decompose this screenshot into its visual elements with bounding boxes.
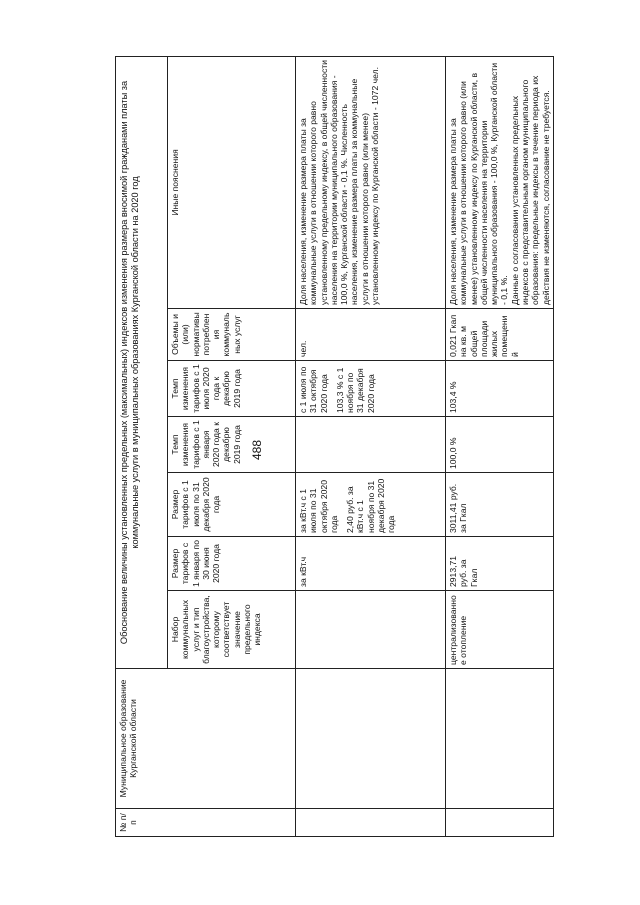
page-number: 488 bbox=[250, 439, 264, 461]
row1-rate2-b: 103,3 % с 1 ноября по 31 декабря 2020 года bbox=[334, 367, 376, 413]
header-service-set: Набор коммунальных услуг и тип благоустройства, которому соответствует значение предельного индекса bbox=[168, 591, 296, 669]
row1-municipality bbox=[296, 669, 446, 809]
row2-number bbox=[446, 809, 554, 837]
row2-tariff2: 3011,41 руб. за Гкал bbox=[446, 473, 554, 537]
header-volumes: Объемы и (или) нормативы потребления коммунальных услуг bbox=[168, 309, 296, 361]
row1-tariff2-b: 2,40 руб. за кВт.ч с 1 ноября по 31 декабря 2020 года bbox=[345, 478, 397, 533]
row1-rate2-a: с 1 июля по 31 октября 2020 года bbox=[298, 366, 329, 413]
tariff-justification-table bbox=[115, 56, 554, 837]
header-tariff-jul-dec: Размер тарифов с 1 июля по 31 декабря 2020 года bbox=[168, 473, 296, 537]
row1-rate1 bbox=[296, 417, 446, 473]
row1-service bbox=[296, 591, 446, 669]
table-row bbox=[446, 56, 554, 836]
row2-tariff1: 2913,71 руб. за Гкал bbox=[446, 537, 554, 591]
row2-notes-a: Доля населения, изменение размера платы за коммунальные услуги в отношении которого равно (или менее) установленному индексу по Курганской области, в общей численности населения на территории муниципального образования - 100,0 %, Курганской области - 0,1 %. bbox=[448, 62, 510, 305]
row2-rate2: 103,4 % bbox=[446, 361, 554, 417]
table-row bbox=[296, 56, 446, 836]
row2-service: централизованное отопление bbox=[446, 591, 554, 669]
row1-tariff1: за кВт.ч bbox=[296, 537, 446, 591]
row2-municipality bbox=[446, 669, 554, 809]
rotated-table-container bbox=[115, 57, 551, 837]
header-rate-jan: Темп изменения тарифов с 1 января 2020 года к декабрю 2019 года bbox=[168, 417, 296, 473]
row1-tariff2-a: за кВт.ч с 1 июля по 31 октября 2020 года bbox=[298, 480, 339, 533]
header-justification: Обоснование величины установленных предельных (максимальных) индексов изменения размера вносимой гражданами платы за коммунальные услуги в муниципальных образованиях Курганской области на 2020 год bbox=[116, 56, 168, 668]
row1-number bbox=[296, 809, 446, 837]
header-municipality: Муниципальное образование Курганской области bbox=[116, 669, 296, 809]
header-notes: Иные пояснения bbox=[168, 56, 296, 308]
row1-notes: Доля населения, изменение размера платы за коммунальные услуги в отношении которого равно установленному предельному индексу, в общей численности населения на территории муниципального образования - 100,0 %, Курганской области - 0,1 %. Численность населения, изменение размера платы за коммунальные услуги в отношении которого равно (или менее) установленному индексу по Курганской области - 1072 чел. bbox=[296, 56, 446, 308]
header-rate-jul: Темп изменения тарифов с 1 июля 2020 года к декабрю 2019 года bbox=[168, 361, 296, 417]
row1-rate2 bbox=[296, 361, 446, 417]
row2-notes-b: Данные о согласовании установленных предельных индексов с представительным органом муниципального образования: предельные индексы в течение периода их действия не изменяются, согласование не требуется. bbox=[509, 75, 551, 305]
row1-volumes: чел. bbox=[296, 309, 446, 361]
row2-volumes: 0,021 Гкал на кв. м общей площади жилых помещений bbox=[446, 309, 554, 361]
header-tariff-jan-jun: Размер тарифов с 1 января по 30 июня 2020 года bbox=[168, 537, 296, 591]
row1-tariff2 bbox=[296, 473, 446, 537]
row2-rate1: 100,0 % bbox=[446, 417, 554, 473]
row2-notes bbox=[446, 56, 554, 308]
header-number: № п/п bbox=[116, 809, 296, 837]
